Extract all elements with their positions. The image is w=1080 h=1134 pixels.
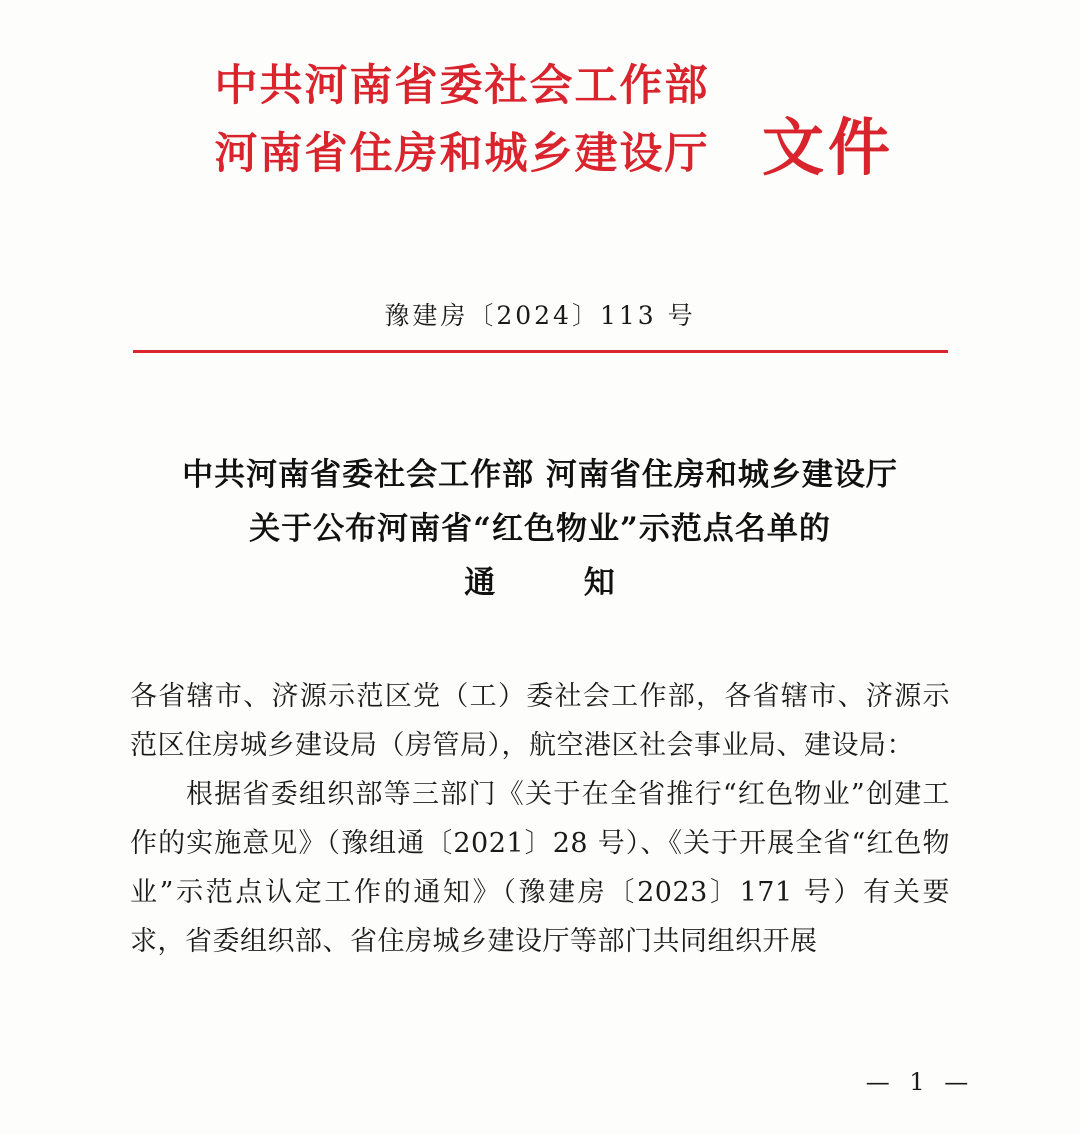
masthead xyxy=(0,52,1080,222)
title-line-1: 中共河南省委社会工作部 河南省住房和城乡建设厅 xyxy=(182,457,898,493)
document-number: 豫建房〔2024〕113 号 xyxy=(384,301,696,330)
document-word-label: 文件 xyxy=(762,111,895,184)
page-number: — 1 — xyxy=(865,1068,975,1096)
body-paragraph-1: 根据省委组织部等三部门《关于在全省推行“红色物业”创建工作的实施意见》（豫组通〔2021〕28 号）、《关于开展全省“红色物业”示范点认定工作的通知》（豫建房〔2023〕171 号）有关要求，省委组织部、省住房城乡建设厅等部门共同组织开展 xyxy=(130,779,950,957)
body-paragraph-salutation: 各省辖市、济源示范区党（工）委社会工作部，各省辖市、济源示范区住房城乡建设局（房管局），航空港区社会事业局、建设局： xyxy=(130,681,950,761)
title-line-2: 关于公布河南省“红色物业”示范点名单的 xyxy=(249,511,831,547)
issuing-organization-line-1: 中共河南省委社会工作部 xyxy=(214,61,710,111)
red-horizontal-rule xyxy=(133,350,948,353)
issuing-organization-line-2: 河南省住房和城乡建设厅 xyxy=(214,129,710,179)
issuing-organizations xyxy=(152,52,772,188)
title-line-3-right: 知 xyxy=(583,565,616,601)
title-line-3 xyxy=(120,556,960,610)
document-body xyxy=(130,672,950,966)
document-title xyxy=(120,448,960,610)
title-line-3-left: 通 xyxy=(464,565,497,601)
